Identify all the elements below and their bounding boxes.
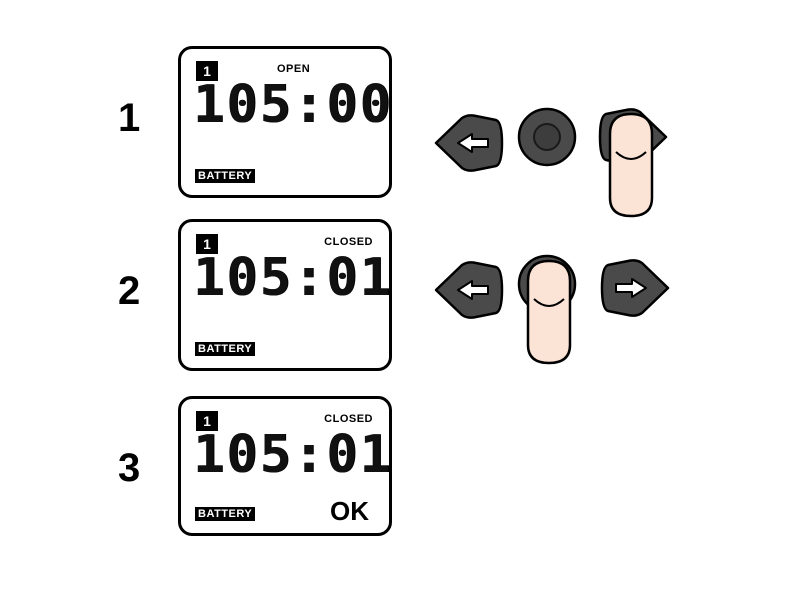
step-number-1: 1 [118,96,141,140]
arrow-left-icon [432,112,494,174]
battery-indicator: BATTERY [195,507,255,521]
step-row-3 [0,390,801,560]
channel-badge: 1 [196,411,218,431]
lcd-time-display: 105:01 [193,248,393,308]
step-number-2: 2 [118,269,141,313]
timer-device-2 [178,219,392,371]
finger-pointer [600,112,662,222]
timer-device-3 [178,396,392,536]
center-round-button[interactable] [516,106,578,168]
state-label: CLOSED [324,413,373,425]
step-row-1 [0,40,801,210]
circle-icon [516,106,578,168]
timer-device-1 [178,46,392,198]
step-number-3: 3 [118,446,141,490]
right-arrow-button[interactable] [598,257,660,319]
arrow-right-icon [598,257,660,319]
ok-indicator: OK [330,496,369,526]
battery-indicator: BATTERY [195,169,255,183]
arrow-left-icon [432,259,494,321]
finger-pointer [518,259,580,369]
lcd-time-display: 105:00 [193,75,393,135]
battery-indicator: BATTERY [195,342,255,356]
left-arrow-button[interactable] [432,112,494,174]
channel-badge: 1 [196,61,218,81]
state-label: CLOSED [324,236,373,248]
step-row-2 [0,213,801,383]
state-label: OPEN [277,63,311,75]
lcd-time-display: 105:01 [193,425,393,485]
left-arrow-button[interactable] [432,259,494,321]
channel-badge: 1 [196,234,218,254]
